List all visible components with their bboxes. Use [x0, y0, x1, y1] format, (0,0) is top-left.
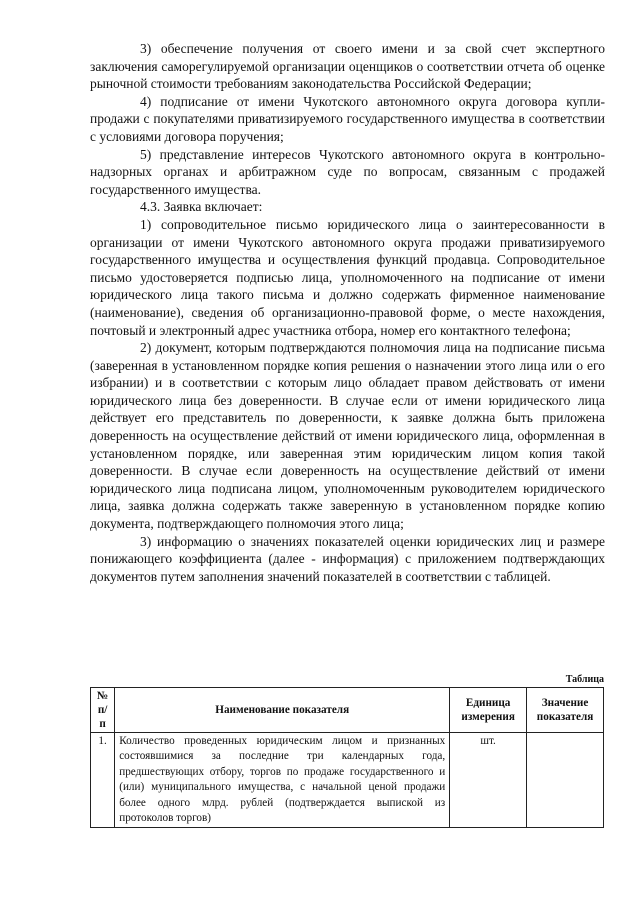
paragraph-application-item-1: 1) сопроводительное письмо юридического лица о заинтересованности в организации от имени Чукотского автономного округа продажи приватизируемого государственного имущества и осуществления функций продавца. Сопроводительное письмо удостоверяется подписью лица, уполномоченного на подписание от имени юридического лица такого письма и должно содержать фирменное наименование (наименование), сведения об организационно-правовой форме, о месте нахождения, почтовый и электронный адрес участника отбора, номер его контактного телефона; [90, 216, 605, 338]
paragraph-item-4-contract-signing: 4) подписание от имени Чукотского автономного округа договора купли-продажи с покупателями приватизируемого государственного имущества в соответствии с условиями договора поручения; [90, 93, 605, 144]
row-value [527, 733, 604, 828]
header-value: Значение показателя [527, 688, 604, 733]
paragraph-item-3-expert-conclusion: 3) обеспечение получения от своего имени и за свой счет экспертного заключения саморегулируемой организации оценщиков о соответствии отчета об оценке рыночной стоимости требованиям законодательства Российской Федерации; [90, 41, 605, 92]
indicators-table [90, 687, 604, 828]
header-indicator-name: Наименование показателя [115, 688, 450, 733]
paragraph-application-item-3: 3) информацию о значениях показателей оценки юридических лиц и размере понижающего коэффициента (далее - информация) с приложением подтверждающих документов путем заполнения значений показателей в соответствии с таблицей. [90, 533, 605, 584]
table-row [91, 733, 604, 828]
table-header-row [91, 688, 604, 733]
paragraph-application-item-2: 2) документ, которым подтверждаются полномочия лица на подписание письма (заверенная в установленном порядке копия решения о назначении этого лица или о его избрании) и в соответствии с которым лицо обладает правом действовать от имени юридического лица без доверенности. В случае если от имени юридического лица действует его представитель по доверенности, к заявке должна быть приложена доверенность на осуществление действий от имени юридического лица, оформленная в установленном порядке, или заверенная этим юридическим лицом копия такой доверенности. В случае если доверенность на осуществление действий от имени юридического лица подписана лицом, уполномоченным руководителем юридического лица, заявка должна содержать также заверенную в установленном порядке копию документа, подтверждающего полномочия этого лица; [90, 340, 605, 532]
document-body [90, 40, 605, 585]
header-number: № п/п [91, 688, 115, 733]
row-number: 1. [91, 733, 115, 828]
header-unit: Единица измерения [450, 688, 527, 733]
section-heading-4-3: 4.3. Заявка включает: [140, 199, 263, 215]
row-indicator-name: Количество проведенных юридическим лицом и признанных состоявшимися за последние три календарных года, предшествующих отбору, торгов по продаже государственного и (или) муниципального имущества, с начальной ценой продажи более одного млрд. рублей (подтверждается выпиской из протоколов торгов) [115, 733, 450, 828]
table-caption: Таблица [565, 674, 604, 685]
paragraph-item-5-representation: 5) представление интересов Чукотского автономного округа в контрольно-надзорных органах и арбитражном суде по вопросам, связанным с продажей государственного имущества. [90, 146, 605, 197]
row-unit: шт. [450, 733, 527, 828]
